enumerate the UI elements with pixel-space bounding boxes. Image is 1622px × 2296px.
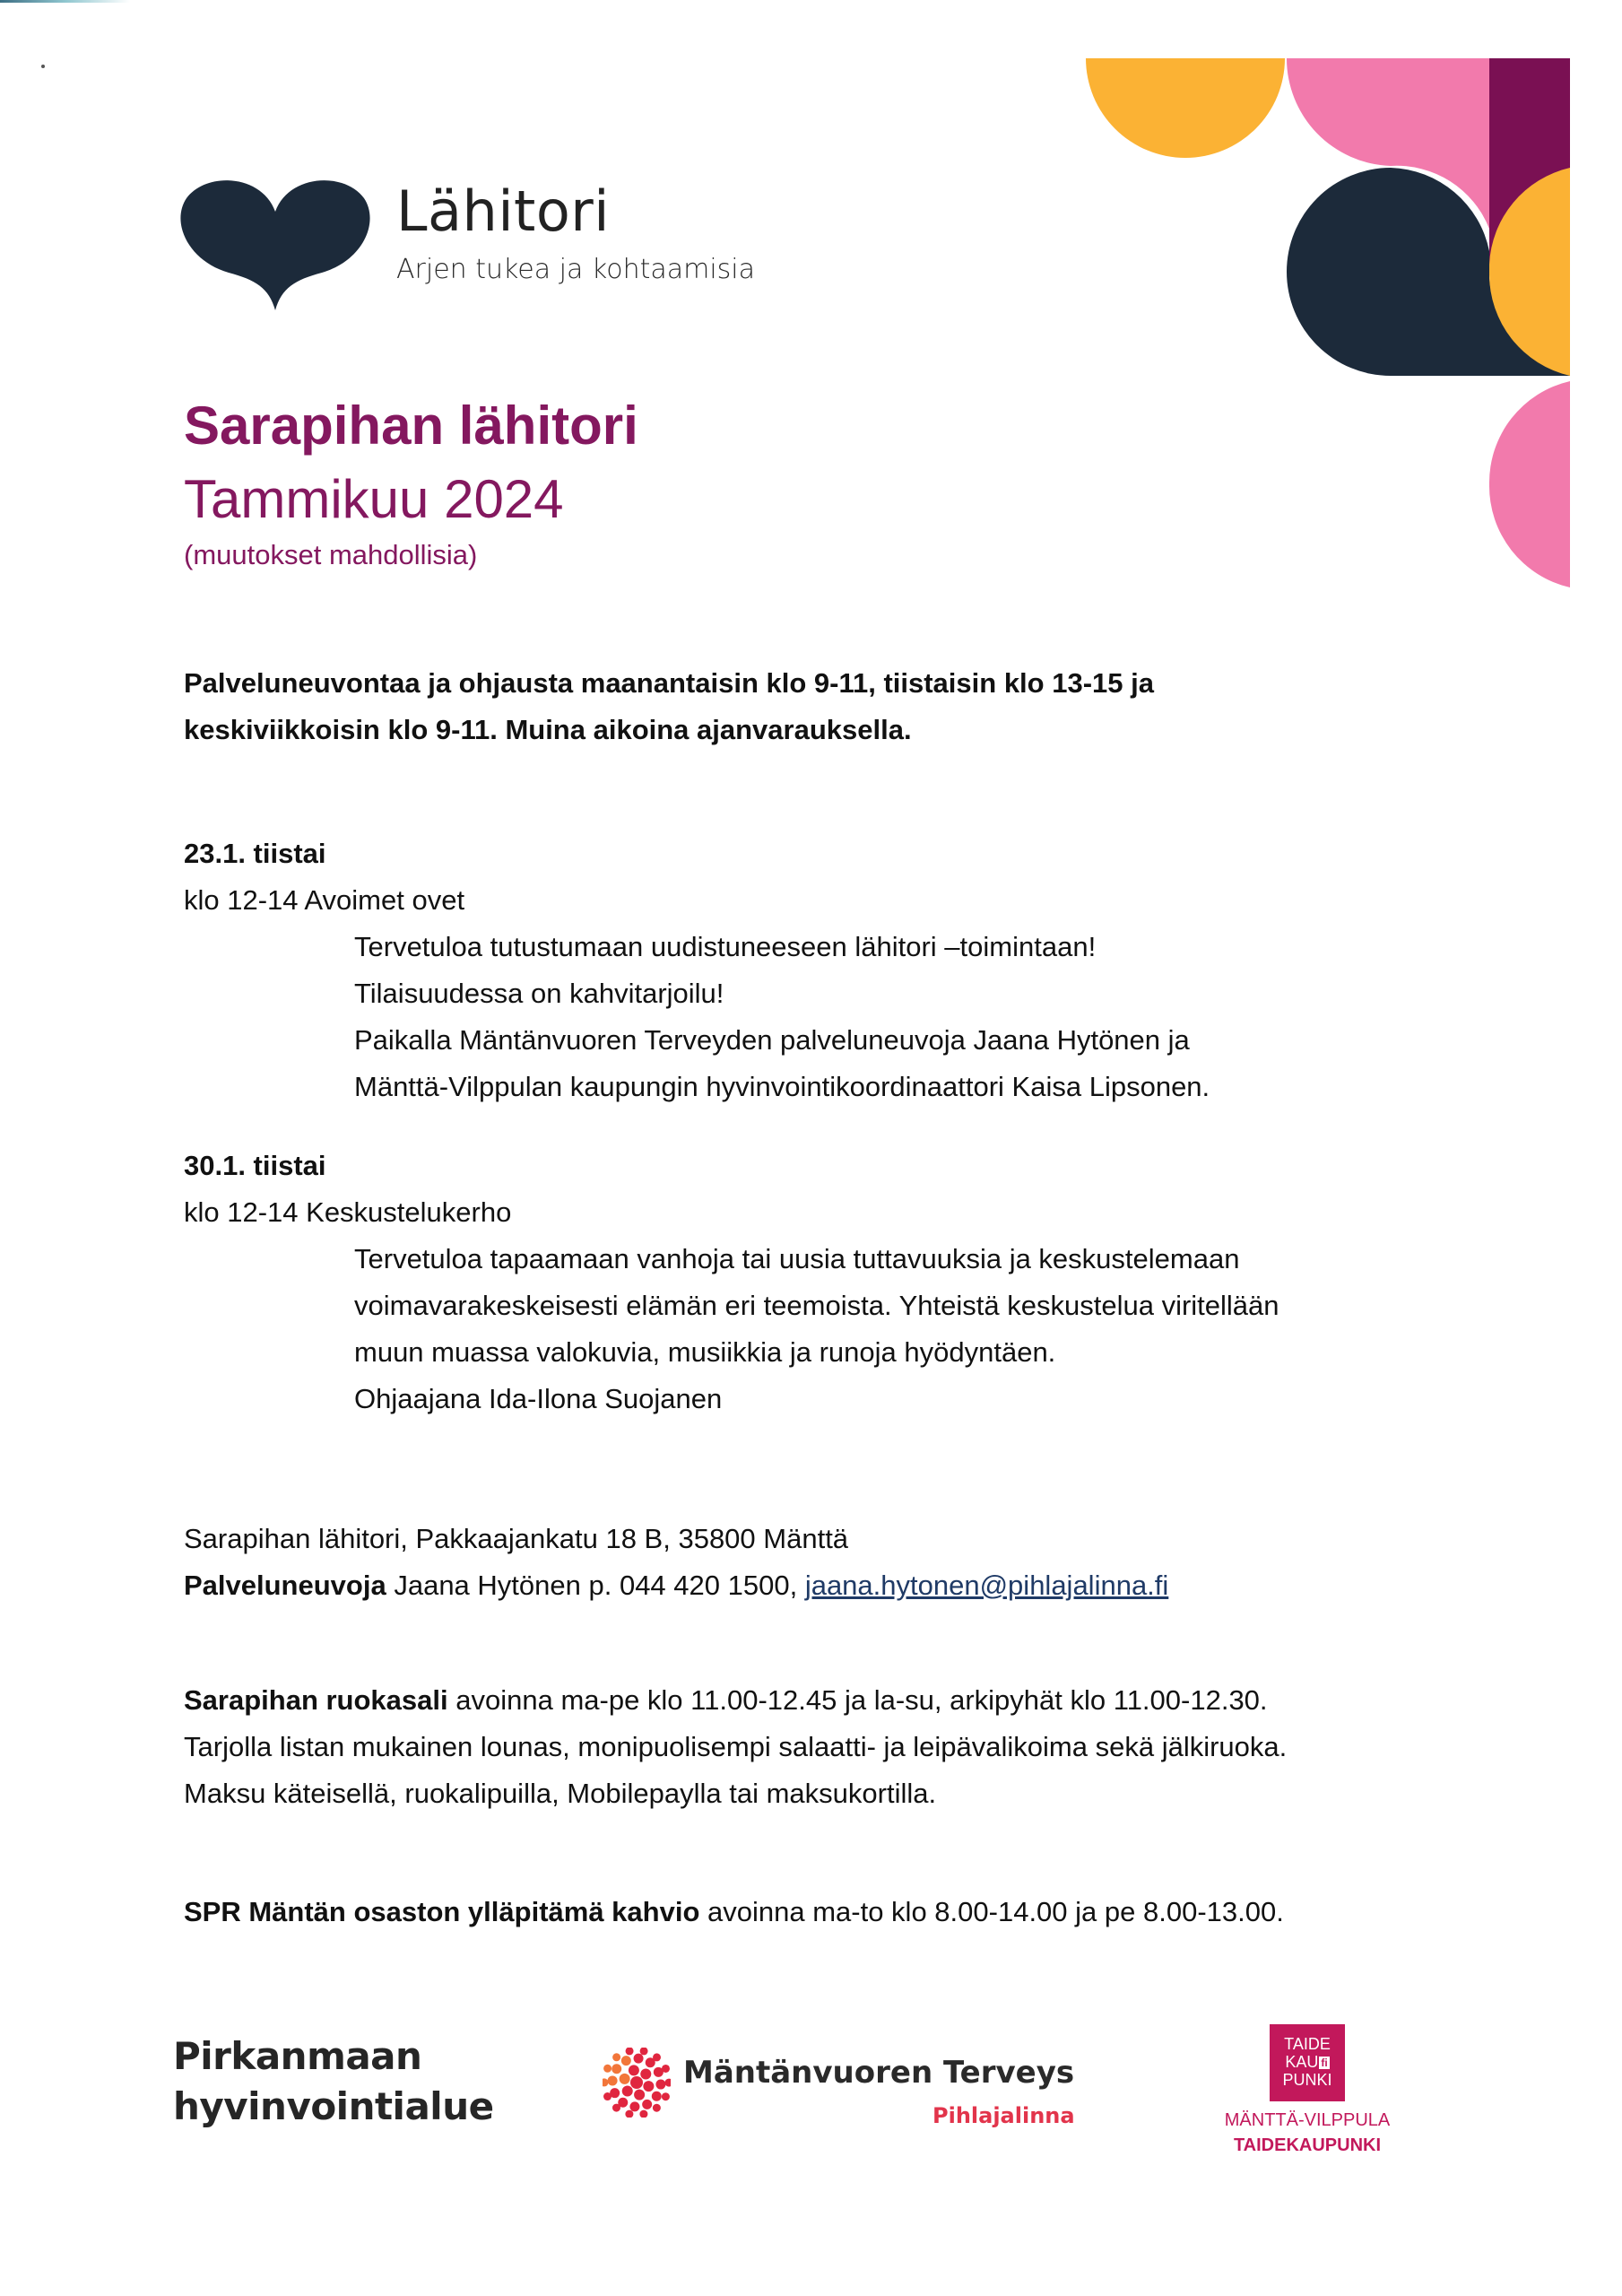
event-description-line: Mänttä-Vilppulan kaupungin hyvinvointikoordinaattori Kaisa Lipsonen. (354, 1071, 1210, 1102)
taidekaupunki-box-kau: KAU (1285, 2053, 1319, 2071)
pirkanmaa-logo-line: Pirkanmaan (173, 2034, 422, 2078)
berry-dots-icon (603, 2048, 671, 2118)
berry-dot (621, 2056, 631, 2066)
berry-dot (625, 2110, 633, 2118)
email-link[interactable]: jaana.hytonen@pihlajalinna.fi (804, 1570, 1169, 1601)
event-description-line: voimavarakeskeisesti elämän eri teemoista. Yhteistä keskustelua viritellään (354, 1290, 1279, 1321)
berry-dot (630, 2076, 643, 2089)
fi-badge: fi (1321, 2057, 1328, 2070)
contact-role: Palveluneuvoja (184, 1570, 386, 1601)
berry-dot (629, 2065, 639, 2075)
event-description (184, 924, 1210, 1110)
changes-note: (muutokset mahdollisia) (184, 539, 478, 570)
berry-dot (634, 2054, 644, 2064)
pink-half-circle-bottom (1489, 381, 1570, 587)
cafe-name: SPR Mäntän osaston ylläpitämä kahvio (184, 1896, 700, 1927)
mantanvuori-logo-name: Mäntänvuoren Terveys (683, 2055, 1075, 2091)
berry-dot (652, 2092, 662, 2101)
contact-person-line (184, 1562, 1168, 1609)
berry-dot (612, 2064, 621, 2074)
pihlajalinna-logo-text: Pihlajalinna (932, 2103, 1075, 2128)
page-subtitle-month: Tammikuu 2024 (184, 469, 564, 529)
event-description-line: Tervetuloa tutustumaan uudistuneeseen lähitori –toimintaan! (354, 931, 1097, 962)
taidekaupunki-city-name: MÄNTTÄ-VILPPULA (1224, 2110, 1391, 2130)
berry-dot (642, 2100, 652, 2109)
berry-dot (626, 2048, 634, 2055)
berry-dot (640, 2048, 648, 2055)
pirkanmaa-logo-line: hyvinvointialue (173, 2084, 494, 2128)
event-description-line: Tervetuloa tapaamaan vanhoja tai uusia tuttavuuksia ja keskustelemaan (354, 1243, 1240, 1274)
event-time-title: klo 12-14 Avoimet ovet (184, 884, 465, 916)
berry-dot (639, 2110, 647, 2118)
contact-person-phone: Jaana Hytönen p. 044 420 1500, (386, 1570, 805, 1601)
berry-dot (612, 2104, 620, 2112)
logo-tagline: Arjen tukea ja kohtaamisia (396, 254, 756, 285)
dining-name: Sarapihan ruokasali (184, 1684, 448, 1716)
cafe-info (184, 1889, 1284, 1935)
cafe-hours: avoinna ma-to klo 8.00-14.00 ja pe 8.00-13.00. (699, 1896, 1284, 1927)
event-date: 23.1. tiistai (184, 838, 326, 869)
event-description-line: Paikalla Mäntänvuoren Terveyden palveluneuvoja Jaana Hytönen ja (354, 1024, 1190, 1056)
logo-title: Lähitori (396, 178, 611, 244)
contact-info (184, 1516, 1168, 1609)
berry-dot (629, 2101, 639, 2111)
event-time-title: klo 12-14 Keskustelukerho (184, 1196, 512, 1228)
dining-hours: avoinna ma-pe klo 11.00-12.45 ja la-su, arkipyhät klo 11.00-12.30. (447, 1684, 1268, 1716)
dining-payment-line: Maksu käteisellä, ruokalipuilla, Mobilepaylla tai maksukortilla. (184, 1778, 937, 1809)
taidekaupunki-box-line-kau (1270, 2053, 1345, 2071)
berry-dot (603, 2078, 609, 2086)
berry-dot (634, 2090, 645, 2100)
berry-dot (643, 2081, 654, 2092)
scan-edge-artifact (0, 0, 130, 3)
berry-dot (655, 2080, 665, 2090)
intro-line: Palveluneuvontaa ja ohjausta maanantaisin klo 9-11, tiistaisin klo 13-15 ja (184, 667, 1154, 699)
event-entry (184, 831, 1210, 1110)
berry-dot (664, 2079, 671, 2087)
heart-icon (179, 167, 372, 310)
decorative-circles (1086, 58, 1570, 587)
event-description (184, 1236, 1279, 1422)
dining-hours-line (184, 1677, 1287, 1724)
berry-dot (653, 2104, 661, 2112)
dining-menu-line: Tarjolla listan mukainen lounas, monipuolisempi salaatti- ja leipävalikoima sekä jälkiruoka. (184, 1731, 1288, 1762)
scan-speck (41, 65, 45, 68)
event-description-line: Tilaisuudessa on kahvitarjoilu! (354, 978, 724, 1009)
taidekaupunki-box-line: PUNKI (1282, 2071, 1332, 2089)
berry-dot (662, 2092, 670, 2100)
berry-dot (603, 2065, 612, 2073)
event-description-line: muun muassa valokuvia, musiikkia ja runoja hyödyntäen. (354, 1336, 1056, 1368)
service-hours-intro (184, 660, 1154, 753)
berry-dot (612, 2053, 620, 2061)
event-entry (184, 1143, 1279, 1422)
taidekaupunki-logo-box (1270, 2024, 1345, 2101)
berry-dot (620, 2074, 630, 2084)
event-date: 30.1. tiistai (184, 1150, 326, 1181)
berry-dot (640, 2068, 651, 2079)
address: Sarapihan lähitori, Pakkaajankatu 18 B, 35800 Mänttä (184, 1523, 849, 1554)
berry-dot (653, 2053, 661, 2061)
taidekaupunki-box-line: TAIDE (1284, 2035, 1331, 2053)
yellow-half-circle (1086, 58, 1285, 158)
intro-line: keskiviikkoisin klo 9-11. Muina aikoina ajanvarauksella. (184, 714, 912, 745)
berry-dot (662, 2065, 670, 2073)
berry-dot (603, 2092, 612, 2100)
page-title: Sarapihan lähitori (184, 396, 638, 456)
berry-dot (608, 2075, 618, 2085)
pirkanmaa-logo (173, 2031, 494, 2132)
taidekaupunki-label: TAIDEKAUPUNKI (1233, 2135, 1382, 2155)
event-description-line: Ohjaajana Ida-Ilona Suojanen (354, 1383, 723, 1414)
berry-dot (622, 2086, 633, 2097)
dining-info (184, 1677, 1287, 1817)
